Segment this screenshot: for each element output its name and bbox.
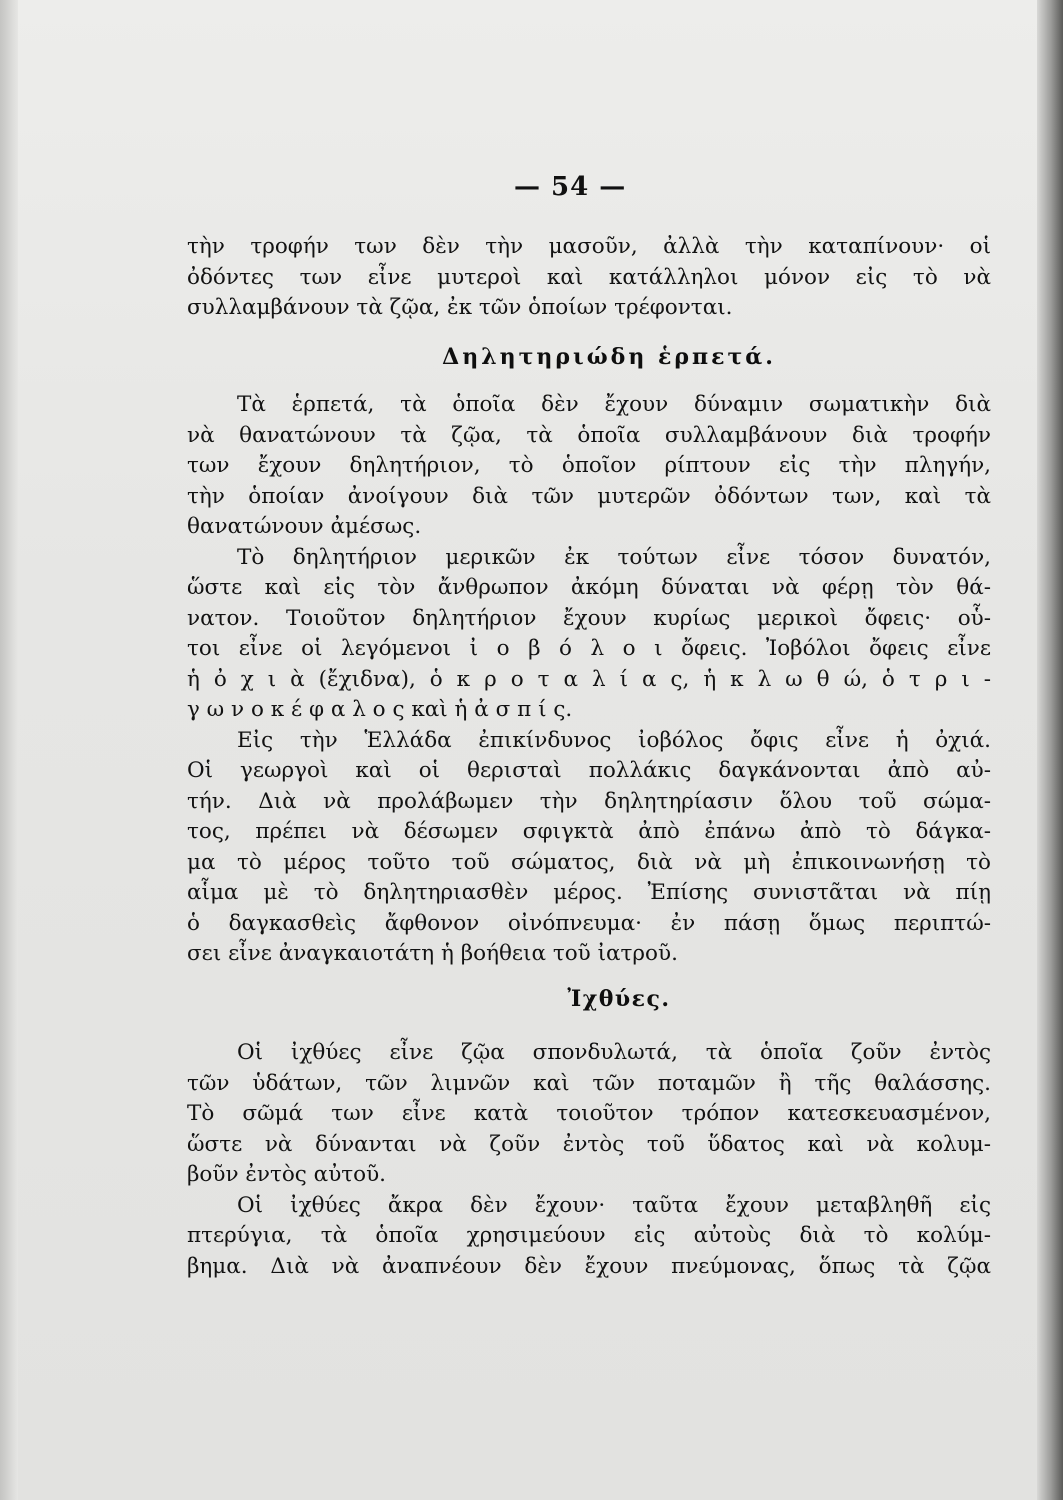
- text-line: τῶν ὑδάτων, τῶν λιμνῶν καὶ τῶν ποταμῶν ἢ τῆς θαλάσσης.: [187, 1070, 991, 1096]
- text-line: Οἱ γεωργοὶ καὶ οἱ θερισταὶ πολλάκις δαγκάνονται ἀπὸ αὐ-: [187, 758, 991, 783]
- book-spine-shadow: [1037, 0, 1063, 1500]
- text-line: νὰ θανατώνουν τὰ ζῷα, τὰ ὁποῖα συλλαμβάνουν διὰ τροφήν: [187, 422, 991, 448]
- text-line: ἡ ὀ χ ι ὰ (ἔχιδνα), ὁ κ ρ ο τ α λ ί α ς, ἡ κ λ ω θ ώ, ὁ τ ρ ι -: [187, 666, 991, 692]
- text-line: βοῦν ἐντὸς αὐτοῦ.: [187, 1162, 387, 1187]
- text-line: Οἱ ἰχθύες εἶνε ζῷα σπονδυλωτά, τὰ ὁποῖα ζοῦν ἐντὸς: [237, 1040, 991, 1065]
- text-line: θανατώνουν ἀμέσως.: [187, 514, 422, 539]
- text-line: των ἔχουν δηλητήριον, τὸ ὁποῖον ρίπτουν εἰς τὴν πληγήν,: [187, 453, 991, 478]
- text-line: ὁ δαγκασθεὶς ἄφθονον οἰνόπνευμα· ἐν πάσῃ ὅμως περιπτώ-: [187, 910, 991, 936]
- text-line: νατον. Τοιοῦτον δηλητήριον ἔχουν κυρίως μερικοὶ ὄφεις· οὗ-: [187, 605, 991, 631]
- page-number: — 54 —: [514, 172, 627, 202]
- section-heading-venomous-reptiles: Δηλητηριώδη ἑρπετά.: [442, 343, 776, 370]
- section-continuation: [187, 232, 991, 324]
- paragraph-reptiles-1: [187, 390, 991, 543]
- page-left-edge: [0, 0, 18, 1500]
- text-line: ὥστε καὶ εἰς τὸν ἄνθρωπον ἀκόμη δύναται νὰ φέρῃ τὸν θά-: [187, 575, 991, 600]
- text-line: Τὸ δηλητήριον μερικῶν ἐκ τούτων εἶνε τόσον δυνατόν,: [237, 544, 991, 570]
- paragraph-reptiles-3: [187, 726, 991, 970]
- paragraph-reptiles-2: [187, 543, 991, 726]
- text-line: γ ω ν ο κ έ φ α λ ο ς καὶ ἡ ἀ σ π ί ς.: [187, 697, 573, 722]
- section-heading-fish: Ἰχθύες.: [567, 985, 671, 1012]
- text-line: μα τὸ μέρος τοῦτο τοῦ σώματος, διὰ νὰ μὴ ἐπικοινωνήσῃ τὸ: [187, 849, 991, 875]
- text-line: αἷμα μὲ τὸ δηλητηριασθὲν μέρος. Ἐπίσης συνιστᾶται νὰ πίῃ: [187, 880, 991, 905]
- text-line: Τὰ ἑρπετά, τὰ ὁποῖα δὲν ἔχουν δύναμιν σωματικὴν διὰ: [237, 392, 991, 417]
- text-line: τήν. Διὰ νὰ προλάβωμεν τὴν δηλητηρίασιν ὅλου τοῦ σώμα-: [187, 788, 991, 814]
- text-line: Εἰς τὴν Ἑλλάδα ἐπικίνδυνος ἰοβόλος ὄφις εἶνε ἡ ὀχιά.: [237, 727, 991, 753]
- text-line: ὀδόντες των εἶνε μυτεροὶ καὶ κατάλληλοι μόνον εἰς τὸ νὰ: [187, 264, 991, 290]
- text-line: τος, πρέπει νὰ δέσωμεν σφιγκτὰ ἀπὸ ἐπάνω ἀπὸ τὸ δάγκα-: [187, 819, 991, 844]
- page-text: [187, 232, 991, 1282]
- text-line: σει εἶνε ἀναγκαιοτάτη ἡ βοήθεια τοῦ ἰατροῦ.: [187, 941, 678, 966]
- text-line: τὴν τροφήν των δὲν τὴν μασοῦν, ἀλλὰ τὴν καταπίνουν· οἱ: [187, 234, 991, 259]
- paragraph-fish-1: [187, 1038, 991, 1191]
- text-line: βημα. Διὰ νὰ ἀναπνέουν δὲν ἔχουν πνεύμονας, ὅπως τὰ ζῷα: [187, 1253, 991, 1279]
- text-line: πτερύγια, τὰ ὁποῖα χρησιμεύουν εἰς αὐτοὺς διὰ τὸ κολύμ-: [187, 1223, 991, 1248]
- text-line: τὴν ὁποίαν ἀνοίγουν διὰ τῶν μυτερῶν ὀδόντων των, καὶ τὰ: [187, 483, 991, 509]
- text-line: ὥστε νὰ δύνανται νὰ ζοῦν ἐντὸς τοῦ ὕδατος καὶ νὰ κολυμ-: [187, 1131, 991, 1157]
- text-line: Οἱ ἰχθύες ἄκρα δὲν ἔχουν· ταῦτα ἔχουν μεταβληθῆ εἰς: [237, 1192, 991, 1218]
- paragraph-fish-2: [187, 1191, 991, 1283]
- text-line: τοι εἶνε οἱ λεγόμενοι ἰ ο β ό λ ο ι ὄφεις. Ἰοβόλοι ὄφεις εἶνε: [187, 636, 991, 661]
- text-line: Τὸ σῶμά των εἶνε κατὰ τοιοῦτον τρόπον κατεσκευασμένον,: [187, 1101, 991, 1126]
- text-line: συλλαμβάνουν τὰ ζῷα, ἐκ τῶν ὁποίων τρέφονται.: [187, 295, 733, 320]
